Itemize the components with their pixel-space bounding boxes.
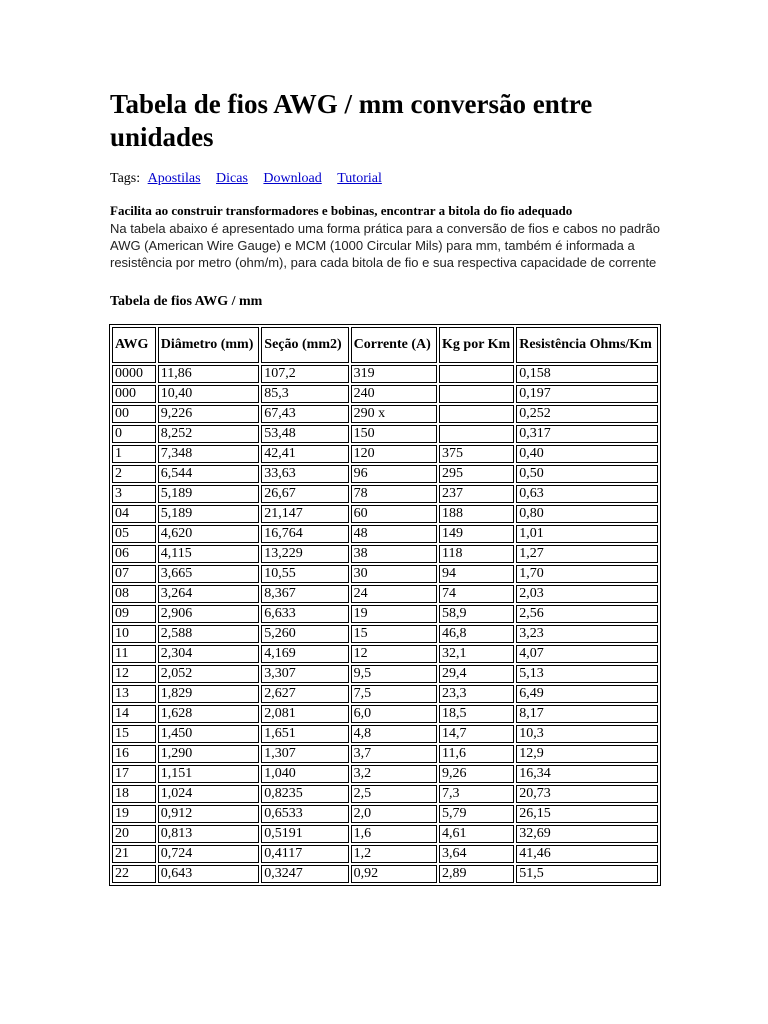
cell-awg: 13	[112, 685, 156, 703]
cell-kg-por-km: 118	[439, 545, 514, 563]
cell-resistencia: 5,13	[516, 665, 658, 683]
cell-corrente: 9,5	[351, 665, 437, 683]
cell-resistencia: 20,73	[516, 785, 658, 803]
table-row	[112, 805, 658, 823]
cell-secao: 33,63	[261, 465, 348, 483]
cell-diametro: 1,628	[158, 705, 260, 723]
table-row	[112, 525, 658, 543]
cell-resistencia: 1,27	[516, 545, 658, 563]
table-row	[112, 645, 658, 663]
cell-secao: 16,764	[261, 525, 348, 543]
cell-secao: 3,307	[261, 665, 348, 683]
cell-awg: 0	[112, 425, 156, 443]
cell-awg: 2	[112, 465, 156, 483]
table-row	[112, 385, 658, 403]
table-row	[112, 625, 658, 643]
table-row	[112, 745, 658, 763]
cell-diametro: 1,450	[158, 725, 260, 743]
cell-corrente: 19	[351, 605, 437, 623]
header-resistencia: Resistência Ohms/Km	[516, 327, 658, 363]
cell-corrente: 290 x	[351, 405, 437, 423]
cell-corrente: 96	[351, 465, 437, 483]
cell-awg: 19	[112, 805, 156, 823]
cell-corrente: 1,2	[351, 845, 437, 863]
cell-corrente: 30	[351, 565, 437, 583]
cell-diametro: 2,304	[158, 645, 260, 663]
cell-secao: 21,147	[261, 505, 348, 523]
header-awg: AWG	[112, 327, 156, 363]
table-row	[112, 865, 658, 883]
cell-corrente: 78	[351, 485, 437, 503]
cell-secao: 4,169	[261, 645, 348, 663]
cell-secao: 13,229	[261, 545, 348, 563]
article	[110, 88, 660, 886]
cell-kg-por-km: 32,1	[439, 645, 514, 663]
cell-resistencia: 32,69	[516, 825, 658, 843]
cell-awg: 3	[112, 485, 156, 503]
cell-diametro: 4,115	[158, 545, 260, 563]
cell-resistencia: 0,158	[516, 365, 658, 383]
table-row	[112, 665, 658, 683]
header-corrente: Corrente (A)	[351, 327, 437, 363]
cell-kg-por-km: 58,9	[439, 605, 514, 623]
cell-diametro: 0,912	[158, 805, 260, 823]
cell-kg-por-km	[439, 385, 514, 403]
cell-diametro: 11,86	[158, 365, 260, 383]
cell-awg: 000	[112, 385, 156, 403]
intro-bold-text: Facilita ao construir transformadores e bobinas, encontrar a bitola do fio adequado	[110, 203, 573, 218]
table-row	[112, 585, 658, 603]
cell-corrente: 4,8	[351, 725, 437, 743]
cell-awg: 1	[112, 445, 156, 463]
cell-kg-por-km: 3,64	[439, 845, 514, 863]
cell-secao: 0,8235	[261, 785, 348, 803]
cell-resistencia: 41,46	[516, 845, 658, 863]
table-title: Tabela de fios AWG / mm	[110, 293, 263, 309]
cell-awg: 20	[112, 825, 156, 843]
cell-diametro: 5,189	[158, 505, 260, 523]
tag-link-dicas[interactable]: Dicas	[216, 171, 248, 186]
cell-diametro: 1,024	[158, 785, 260, 803]
cell-secao: 1,040	[261, 765, 348, 783]
cell-resistencia: 0,197	[516, 385, 658, 403]
cell-diametro: 0,813	[158, 825, 260, 843]
cell-secao: 8,367	[261, 585, 348, 603]
cell-resistencia: 51,5	[516, 865, 658, 883]
cell-awg: 06	[112, 545, 156, 563]
table-row	[112, 545, 658, 563]
cell-awg: 04	[112, 505, 156, 523]
cell-secao: 5,260	[261, 625, 348, 643]
tag-link-download[interactable]: Download	[263, 171, 322, 186]
cell-corrente: 120	[351, 445, 437, 463]
tag-link-tutorial[interactable]: Tutorial	[337, 171, 382, 186]
table-row	[112, 365, 658, 383]
cell-corrente: 48	[351, 525, 437, 543]
cell-kg-por-km: 2,89	[439, 865, 514, 883]
cell-secao: 0,6533	[261, 805, 348, 823]
cell-awg: 11	[112, 645, 156, 663]
cell-kg-por-km	[439, 405, 514, 423]
cell-kg-por-km: 375	[439, 445, 514, 463]
cell-secao: 107,2	[261, 365, 348, 383]
cell-kg-por-km: 295	[439, 465, 514, 483]
cell-kg-por-km: 94	[439, 565, 514, 583]
cell-corrente: 150	[351, 425, 437, 443]
cell-awg: 0000	[112, 365, 156, 383]
cell-diametro: 0,643	[158, 865, 260, 883]
cell-corrente: 1,6	[351, 825, 437, 843]
tag-link-apostilas[interactable]: Apostilas	[147, 171, 201, 186]
cell-secao: 2,627	[261, 685, 348, 703]
cell-secao: 53,48	[261, 425, 348, 443]
cell-secao: 67,43	[261, 405, 348, 423]
cell-corrente: 0,92	[351, 865, 437, 883]
tags-row	[110, 171, 660, 187]
cell-secao: 10,55	[261, 565, 348, 583]
cell-diametro: 9,226	[158, 405, 260, 423]
header-diametro: Diâmetro (mm)	[158, 327, 260, 363]
cell-awg: 14	[112, 705, 156, 723]
cell-awg: 18	[112, 785, 156, 803]
page-title: Tabela de fios AWG / mm conversão entre unidades	[110, 89, 593, 152]
cell-resistencia: 0,40	[516, 445, 658, 463]
cell-resistencia: 0,63	[516, 485, 658, 503]
table-row	[112, 465, 658, 483]
cell-diametro: 4,620	[158, 525, 260, 543]
cell-kg-por-km: 188	[439, 505, 514, 523]
table-body	[112, 365, 658, 883]
cell-corrente: 7,5	[351, 685, 437, 703]
table-row	[112, 605, 658, 623]
cell-awg: 15	[112, 725, 156, 743]
table-header-row	[112, 327, 658, 363]
header-kg-por-km: Kg por Km	[439, 327, 514, 363]
cell-awg: 08	[112, 585, 156, 603]
cell-kg-por-km: 46,8	[439, 625, 514, 643]
cell-resistencia: 8,17	[516, 705, 658, 723]
awg-table	[109, 324, 661, 886]
intro-text: Na tabela abaixo é apresentado uma forma prática para a conversão de fios e cabos no padrão AWG (American Wire Gauge) e MCM (1000 Circular Mils) para mm, também é informada a resistência por metro (ohm/m), para cada bitola de fio e sua respectiva capacidade de corrente	[110, 220, 660, 270]
cell-diametro: 1,151	[158, 765, 260, 783]
cell-resistencia: 0,50	[516, 465, 658, 483]
cell-corrente: 60	[351, 505, 437, 523]
cell-awg: 17	[112, 765, 156, 783]
table-row	[112, 705, 658, 723]
cell-corrente: 2,5	[351, 785, 437, 803]
cell-resistencia: 2,03	[516, 585, 658, 603]
cell-resistencia: 10,3	[516, 725, 658, 743]
tags-label: Tags:	[110, 171, 141, 186]
cell-resistencia: 4,07	[516, 645, 658, 663]
cell-kg-por-km: 5,79	[439, 805, 514, 823]
cell-secao: 26,67	[261, 485, 348, 503]
cell-kg-por-km: 74	[439, 585, 514, 603]
cell-kg-por-km: 149	[439, 525, 514, 543]
table-row	[112, 845, 658, 863]
table-row	[112, 825, 658, 843]
cell-resistencia: 0,317	[516, 425, 658, 443]
table-row	[112, 405, 658, 423]
cell-secao: 0,4117	[261, 845, 348, 863]
cell-secao: 0,3247	[261, 865, 348, 883]
cell-resistencia: 3,23	[516, 625, 658, 643]
cell-resistencia: 2,56	[516, 605, 658, 623]
cell-diametro: 3,264	[158, 585, 260, 603]
cell-diametro: 10,40	[158, 385, 260, 403]
cell-diametro: 6,544	[158, 465, 260, 483]
cell-awg: 10	[112, 625, 156, 643]
table-row	[112, 505, 658, 523]
cell-secao: 42,41	[261, 445, 348, 463]
cell-diametro: 7,348	[158, 445, 260, 463]
table-row	[112, 425, 658, 443]
cell-corrente: 3,2	[351, 765, 437, 783]
cell-kg-por-km: 11,6	[439, 745, 514, 763]
cell-resistencia: 26,15	[516, 805, 658, 823]
cell-diametro: 8,252	[158, 425, 260, 443]
cell-secao: 1,651	[261, 725, 348, 743]
cell-corrente: 3,7	[351, 745, 437, 763]
cell-kg-por-km: 18,5	[439, 705, 514, 723]
table-row	[112, 445, 658, 463]
cell-secao: 0,5191	[261, 825, 348, 843]
cell-resistencia: 16,34	[516, 765, 658, 783]
cell-kg-por-km: 14,7	[439, 725, 514, 743]
cell-corrente: 6,0	[351, 705, 437, 723]
cell-corrente: 2,0	[351, 805, 437, 823]
cell-resistencia: 1,01	[516, 525, 658, 543]
cell-diametro: 3,665	[158, 565, 260, 583]
cell-awg: 05	[112, 525, 156, 543]
cell-resistencia: 12,9	[516, 745, 658, 763]
cell-diametro: 2,052	[158, 665, 260, 683]
cell-diametro: 2,906	[158, 605, 260, 623]
cell-secao: 1,307	[261, 745, 348, 763]
table-row	[112, 565, 658, 583]
cell-resistencia: 0,252	[516, 405, 658, 423]
cell-awg: 00	[112, 405, 156, 423]
cell-resistencia: 1,70	[516, 565, 658, 583]
cell-diametro: 1,829	[158, 685, 260, 703]
header-secao: Seção (mm2)	[261, 327, 348, 363]
cell-kg-por-km: 9,26	[439, 765, 514, 783]
cell-awg: 22	[112, 865, 156, 883]
cell-awg: 12	[112, 665, 156, 683]
cell-corrente: 240	[351, 385, 437, 403]
cell-diametro: 1,290	[158, 745, 260, 763]
table-row	[112, 685, 658, 703]
cell-kg-por-km	[439, 365, 514, 383]
cell-kg-por-km: 7,3	[439, 785, 514, 803]
cell-secao: 2,081	[261, 705, 348, 723]
cell-awg: 21	[112, 845, 156, 863]
cell-corrente: 12	[351, 645, 437, 663]
cell-diametro: 2,588	[158, 625, 260, 643]
cell-kg-por-km: 23,3	[439, 685, 514, 703]
table-row	[112, 765, 658, 783]
table-row	[112, 725, 658, 743]
cell-secao: 6,633	[261, 605, 348, 623]
cell-corrente: 15	[351, 625, 437, 643]
cell-resistencia: 6,49	[516, 685, 658, 703]
table-row	[112, 785, 658, 803]
cell-diametro: 5,189	[158, 485, 260, 503]
cell-kg-por-km: 237	[439, 485, 514, 503]
cell-corrente: 319	[351, 365, 437, 383]
cell-corrente: 38	[351, 545, 437, 563]
cell-awg: 16	[112, 745, 156, 763]
cell-secao: 85,3	[261, 385, 348, 403]
cell-awg: 09	[112, 605, 156, 623]
cell-kg-por-km: 29,4	[439, 665, 514, 683]
cell-kg-por-km: 4,61	[439, 825, 514, 843]
cell-kg-por-km	[439, 425, 514, 443]
table-row	[112, 485, 658, 503]
cell-awg: 07	[112, 565, 156, 583]
cell-corrente: 24	[351, 585, 437, 603]
cell-resistencia: 0,80	[516, 505, 658, 523]
cell-diametro: 0,724	[158, 845, 260, 863]
